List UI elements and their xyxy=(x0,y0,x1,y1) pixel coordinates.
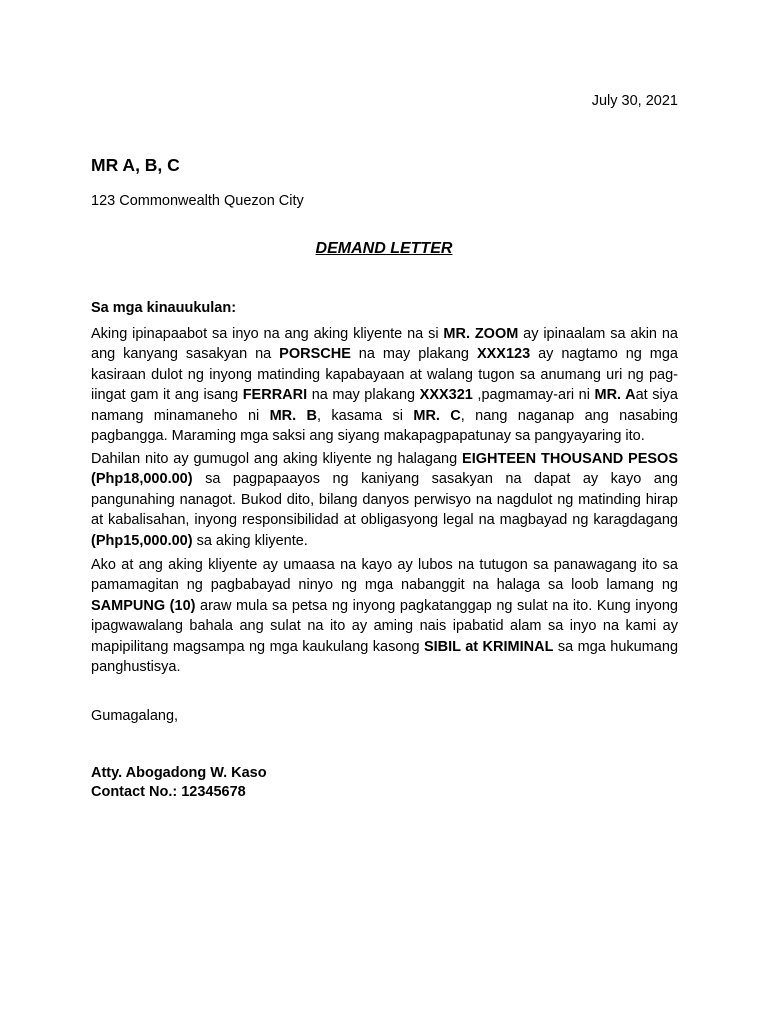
emphasis-text: PORSCHE xyxy=(279,346,351,363)
body-text: araw mula sa petsa ng inyong pagkatanggap ng sulat na ito. Kung inyong ipagwawalang bahala ang sulat na ito ay aming nais ipabatid alam sa inyo na kami ay mapipilitang magsampa ng mga kaukulang kasong xyxy=(91,597,678,655)
body-text: at siya namang minamaneho ni xyxy=(91,387,678,424)
body-text: ay ipinaalam sa akin na ang kanyang sasakyan na xyxy=(91,326,678,363)
emphasis-text: XXX321 xyxy=(419,387,473,404)
body-paragraph-1 xyxy=(91,324,678,446)
body-paragraph-2 xyxy=(91,449,678,551)
letter-title: DEMAND LETTER xyxy=(315,240,453,257)
emphasis-text: (Php15,000.00) xyxy=(91,532,193,549)
emphasis-text: SIBIL at KRIMINAL xyxy=(423,638,554,655)
body-text: Aking ipinapaabot sa inyo na ang aking kliyente na si xyxy=(91,326,444,342)
recipient-address: 123 Commonwealth Quezon City xyxy=(91,193,304,209)
body-text: , nang naganap ang nasabing pagbangga. Maraming mga saksi ang siyang makapagpapatunay sa pangyayaring ito. xyxy=(91,407,678,445)
body-text: ,pagmamay-ari ni xyxy=(472,387,595,404)
letter-date: July 30, 2021 xyxy=(591,93,678,109)
body-text: sa pagpapaayos ng kaniyang sasakyan na dapat ay kayo ang pangunahing nanagot. Bukod dito, bilang danyos perwisyo na nagdulot ng matinding hirap at kabalisahan, inyong responsibilidad at obligasyong legal na magbayad ng karagdagang xyxy=(91,471,678,529)
recipient-name: MR A, B, C xyxy=(91,155,180,175)
body-text: Ako at ang aking kliyente ay umaasa na kayo ay lubos na tutugon sa panawagang ito sa pamamagitan ng pagbabayad ninyo ng mga nabanggit na halaga sa loob lamang ng xyxy=(91,557,678,594)
signer-name: Atty. Abogadong W. Kaso xyxy=(91,765,267,781)
contact-number: 12345678 xyxy=(181,784,246,800)
contact-label: Contact No.: xyxy=(91,784,178,800)
emphasis-text: EIGHTEEN THOUSAND PESOS (Php18,000.00) xyxy=(91,451,678,488)
emphasis-text: MR. B xyxy=(269,407,318,424)
body-text: ay nagtamo ng mga kasiraan dulot ng inyong matinding kapabayaan at walang tugon sa anumang uri ng pag-iingat gam it ang isang xyxy=(91,346,678,404)
body-text: sa aking kliyente. xyxy=(192,532,308,549)
contact-line xyxy=(91,783,246,802)
body-text: na may plakang xyxy=(307,387,420,404)
body-paragraph-3 xyxy=(91,555,678,677)
emphasis-text: MR. ZOOM xyxy=(443,326,519,342)
body-text: Dahilan nito ay gumugol ang aking kliyente ng halagang xyxy=(91,451,463,467)
body-text: sa mga hukumang panghustisya. xyxy=(91,638,679,676)
emphasis-text: SAMPUNG (10) xyxy=(91,597,196,614)
emphasis-text: FERRARI xyxy=(242,387,308,404)
closing: Gumagalang, xyxy=(91,708,179,724)
body-text: na may plakang xyxy=(350,346,477,363)
emphasis-text: MR. A xyxy=(594,387,636,404)
emphasis-text: XXX123 xyxy=(476,346,531,363)
emphasis-text: MR. C xyxy=(413,407,461,424)
salutation: Sa mga kinauukulan: xyxy=(91,300,237,316)
body-text: , kasama si xyxy=(317,407,414,424)
